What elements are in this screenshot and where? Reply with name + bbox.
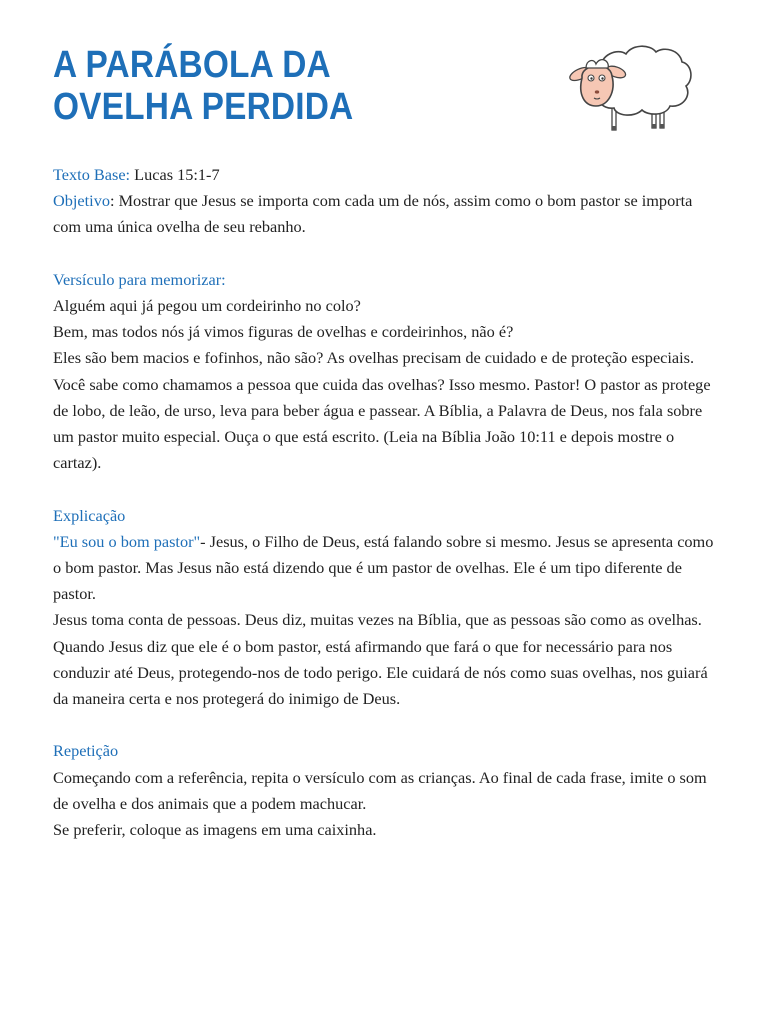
- versiculo-paragraph: Eles são bem macios e fofinhos, não são? As ovelhas precisam de cuidado e de proteção especiais. Você sabe como chamamos a pessoa que cuida das ovelhas? Isso mesmo. Pastor! O pastor as protege de lobo, de leão, de urso, leva para beber água e passear. A Bíblia, a Palavra de Deus, nos fala sobre um pastor muito especial. Ouça o que está escrito. (Leia na Bíblia João 10:11 e depois mostre o cartaz).: [53, 348, 711, 473]
- explicacao-heading: Explicação: [53, 505, 126, 525]
- texto-base-label: Texto Base:: [53, 165, 131, 184]
- objetivo-paragraph: [53, 188, 723, 240]
- versiculo-heading: Versículo para memorizar:: [53, 269, 226, 289]
- repeticao-heading: Repetição: [53, 741, 119, 761]
- explicacao-quote: "Eu sou o bom pastor": [53, 531, 201, 551]
- spacer: [53, 476, 723, 502]
- repeticao-paragraph-2: Se preferir, coloque as imagens em uma caixinha.: [53, 820, 377, 840]
- texto-base-value: Lucas 15:1-7: [130, 165, 220, 184]
- explicacao-text-1: - Jesus, o Filho de Deus, está falando sobre si mesmo. Jesus se apresenta como o bom pastor. Mas Jesus não está dizendo que é um pastor de ovelhas. Ele é um tipo diferente de pastor.: [53, 531, 714, 604]
- explicacao-paragraph-2: Jesus toma conta de pessoas. Deus diz, muitas vezes na Bíblia, que as pessoas são como as ovelhas. Quando Jesus diz que ele é o bom pastor, está afirmando que fará o que for necessário para nos conduzir até Deus, protegendo-nos de todo perigo. Ele cuidará de nós como suas ovelhas, nos guiará da maneira certa e nos protegerá do inimigo de Deus.: [53, 610, 708, 709]
- sheep-icon: [560, 40, 695, 135]
- spacer: [53, 712, 723, 738]
- title-line-1: A PARÁBOLA DA: [53, 44, 331, 86]
- title-line-2: OVELHA PERDIDA: [53, 86, 354, 128]
- repeticao-paragraph-1: Começando com a referência, repita o versículo com as crianças. Ao final de cada frase, imite o som de ovelha e dos animais que a podem machucar.: [53, 767, 707, 813]
- versiculo-line-1: Alguém aqui já pegou um cordeirinho no colo?: [53, 296, 361, 315]
- explicacao-paragraph-1: [53, 529, 723, 608]
- versiculo-line-2: Bem, mas todos nós já vimos figuras de ovelhas e cordeirinhos, não é?: [53, 322, 514, 342]
- objetivo-text: : Mostrar que Jesus se importa com cada um de nós, assim como o bom pastor se importa com uma única ovelha de seu rebanho.: [53, 191, 693, 237]
- spacer: [53, 241, 723, 267]
- page-title: [53, 44, 353, 128]
- objetivo-label: Objetivo: [53, 191, 110, 211]
- texto-base-line: [53, 162, 723, 188]
- document-body: [53, 162, 723, 843]
